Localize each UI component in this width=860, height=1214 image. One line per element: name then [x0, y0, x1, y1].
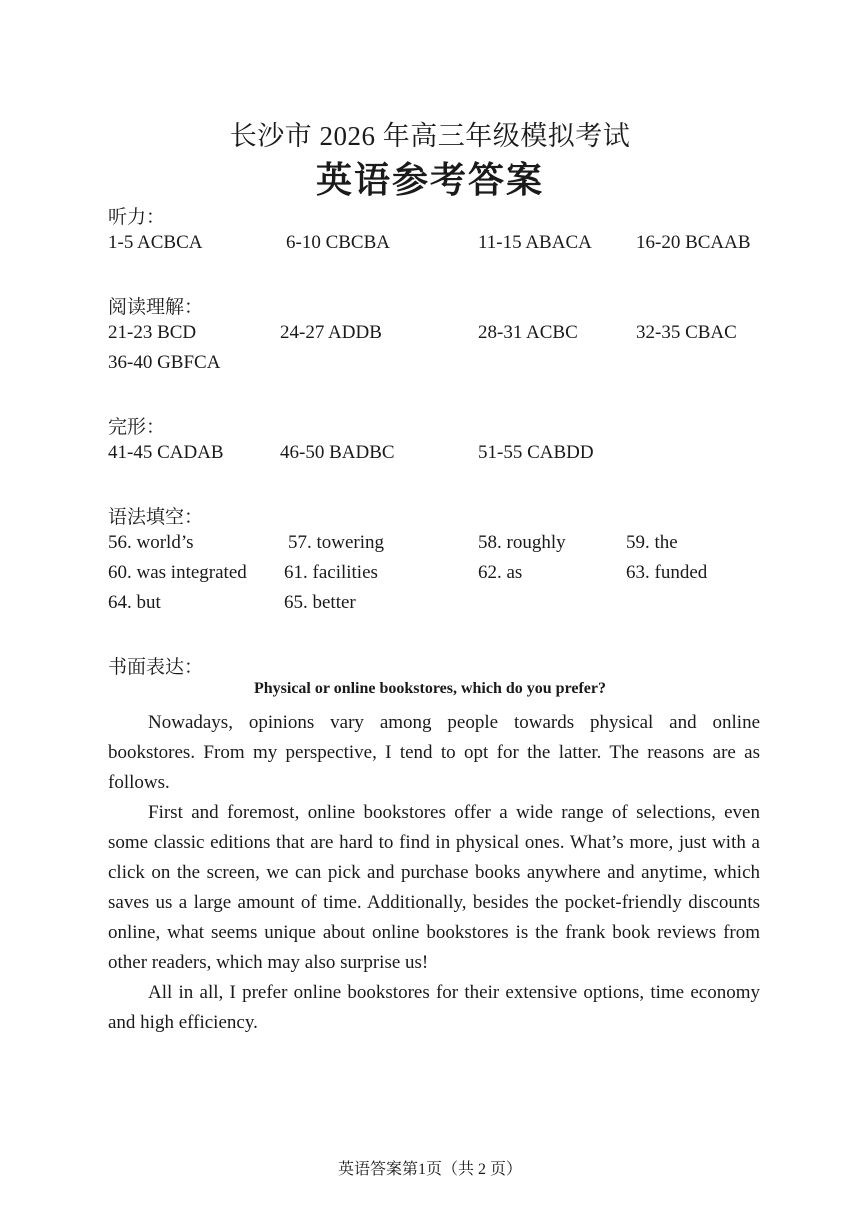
answer-group: 46-50 BADBC	[280, 442, 395, 463]
answer-group: 28-31 ACBC	[478, 322, 578, 343]
answer-group: 51-55 CABDD	[478, 442, 594, 463]
cloze-heading: 完形：	[108, 416, 166, 438]
listening-heading: 听力：	[108, 206, 166, 228]
answer-group: 6-10 CBCBA	[286, 232, 390, 253]
answer-group: 36-40 GBFCA	[108, 352, 221, 373]
essay-paragraph: All in all, I prefer online bookstores for their extensive options, time economy and high efficiency.	[108, 982, 760, 1033]
essay-body	[108, 708, 760, 1038]
document-title: 英语参考答案	[315, 160, 544, 200]
essay-paragraph: First and foremost, online bookstores offer a wide range of selections, even some classic editions that are hard to find in physical ones. What’s more, just with a click on the screen, we can pick and purchase books anywhere and anytime, which saves us a large amount of time. Additionally, besides the pocket-friendly discounts online, what seems unique about online bookstores is the frank book reviews from other readers, which may also surprise us!	[108, 802, 760, 973]
reading-heading: 阅读理解：	[108, 296, 204, 318]
grammar-answer: 64. but	[108, 592, 161, 613]
answer-group: 16-20 BCAAB	[636, 232, 751, 253]
answer-group: 41-45 CADAB	[108, 442, 224, 463]
grammar-answer: 60. was integrated	[108, 562, 247, 583]
grammar-answer: 62. as	[478, 562, 523, 583]
grammar-answer: 63. funded	[626, 562, 708, 583]
essay-paragraph: Nowadays, opinions vary among people towards physical and online bookstores. From my perspective, I tend to opt for the latter. The reasons are as follows.	[108, 712, 760, 793]
grammar-answer: 61. facilities	[284, 562, 378, 583]
answer-group: 1-5 ACBCA	[108, 232, 203, 253]
exam-title: 长沙市 2026 年高三年级模拟考试	[229, 121, 631, 151]
answer-group: 21-23 BCD	[108, 322, 197, 343]
answer-group: 24-27 ADDB	[280, 322, 382, 343]
grammar-answer: 59. the	[626, 532, 678, 553]
grammar-answer: 65. better	[284, 592, 356, 613]
page-footer: 英语答案第1页（共 2 页）	[337, 1161, 522, 1178]
writing-heading: 书面表达：	[108, 656, 204, 678]
grammar-answer: 57. towering	[288, 532, 385, 553]
answer-group: 32-35 CBAC	[636, 322, 737, 343]
grammar-answer: 58. roughly	[478, 532, 566, 553]
essay-title: Physical or online bookstores, which do you prefer?	[253, 680, 607, 697]
grammar-answer: 56. world’s	[108, 532, 194, 553]
answer-group: 11-15 ABACA	[478, 232, 592, 253]
grammar-heading: 语法填空：	[108, 506, 204, 528]
